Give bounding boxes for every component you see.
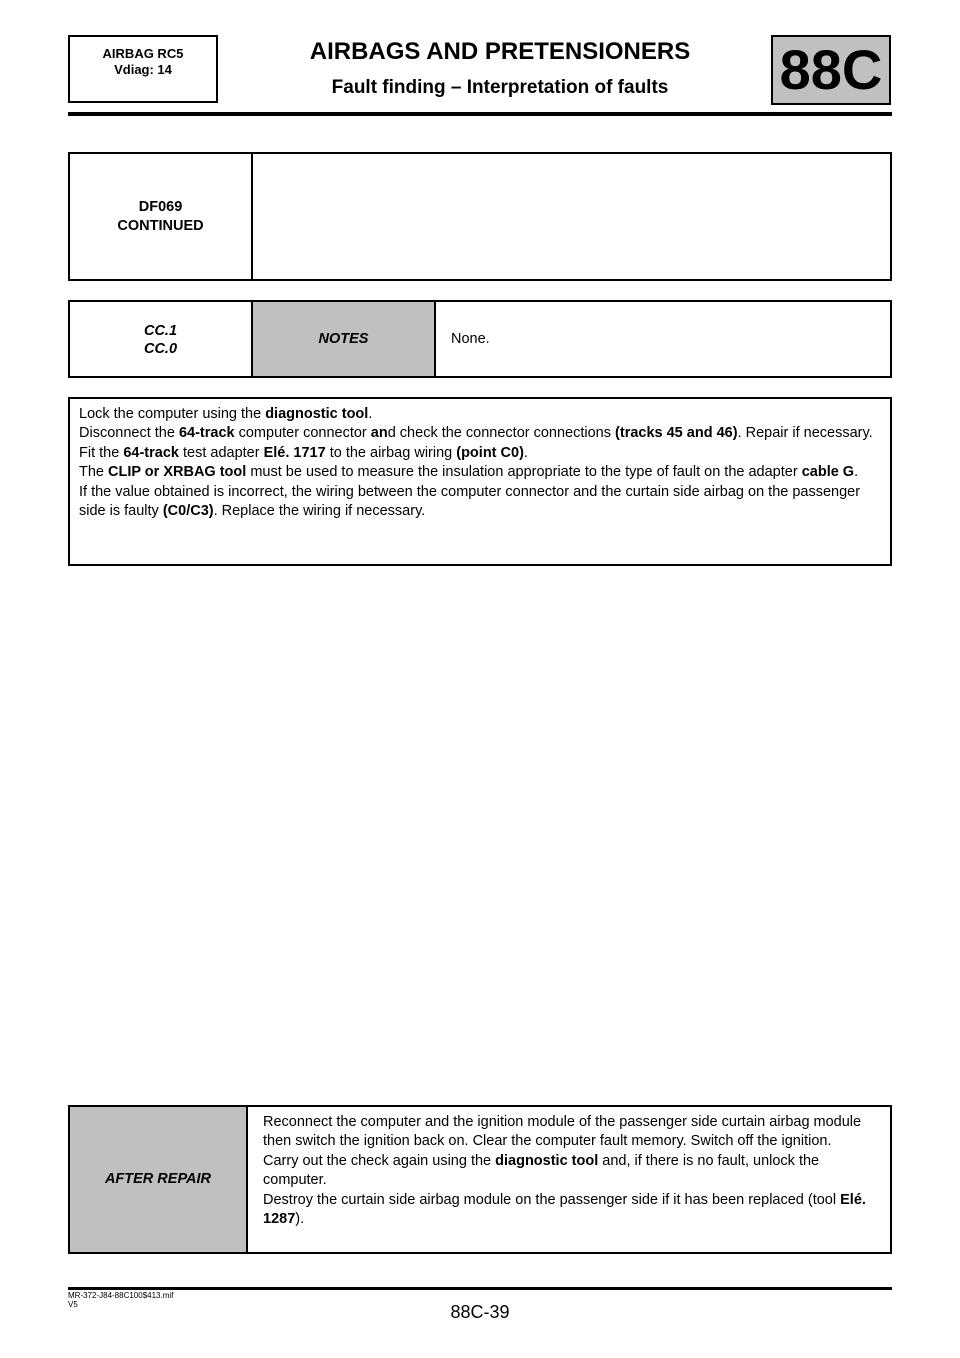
vehicle-module-box: [68, 35, 218, 103]
notes-table: [68, 300, 892, 378]
fault-code: DF069: [138, 199, 183, 215]
footer-version: V5: [68, 1300, 78, 1309]
after-repair-check: Carry out the check again using the diagnostic tool and, if there is no fault, unlock the computer.: [263, 1152, 820, 1189]
vdiag-label: Vdiag: 14: [114, 62, 172, 77]
procedure-step-result: If the value obtained is incorrect, the wiring between the computer connector and the curtain side airbag on the passenger side is faulty (C0/C3). Replace the wiring if necessary.: [79, 483, 861, 520]
after-repair-destroy: Destroy the curtain side airbag module on the passenger side if it has been replaced (tool Elé. 1287).: [263, 1191, 866, 1228]
procedure-text: [79, 405, 885, 521]
condition-cc0: CC.0: [143, 341, 178, 357]
fault-status: CONTINUED: [117, 218, 204, 234]
page-title: AIRBAGS AND PRETENSIONERS: [309, 38, 691, 65]
after-repair-reconnect: Reconnect the computer and the ignition module of the passenger side curtain airbag module then switch the ignition back on. Clear the computer fault memory. Switch off the ignition.: [263, 1114, 862, 1150]
section-code-badge: 88C: [771, 35, 891, 105]
header-divider: [68, 112, 892, 116]
after-repair-label: AFTER REPAIR: [70, 1107, 248, 1252]
procedure-box: [68, 397, 892, 566]
procedure-step-lock: Lock the computer using the diagnostic tool.: [79, 406, 373, 422]
procedure-step-disconnect: Disconnect the 64-track computer connector and check the connector connections (tracks 45 and 46). Repair if necessary.: [79, 425, 873, 442]
page-subtitle: Fault finding – Interpretation of faults: [331, 77, 669, 98]
procedure-step-adapter: Fit the 64-track test adapter Elé. 1717 to the airbag wiring (point C0).: [79, 444, 528, 461]
notes-label: NOTES: [253, 302, 436, 376]
fault-header-table: [68, 152, 892, 281]
procedure-step-measure: The CLIP or XRBAG tool must be used to measure the insulation appropriate to the type of fault on the adapter cable G.: [79, 464, 859, 481]
page-number: 88C-39: [450, 1302, 510, 1322]
fault-code-cell: [70, 154, 253, 279]
conditions-cell: [70, 302, 253, 376]
after-repair-text: [263, 1113, 883, 1229]
footer-divider: [68, 1287, 892, 1290]
condition-cc1: CC.1: [143, 323, 178, 339]
module-name: AIRBAG RC5: [102, 46, 184, 61]
footer-doc-ref: MR-372-J84-88C100$413.mif: [68, 1291, 174, 1300]
notes-text: None.: [451, 331, 490, 347]
after-repair-table: [68, 1105, 892, 1254]
